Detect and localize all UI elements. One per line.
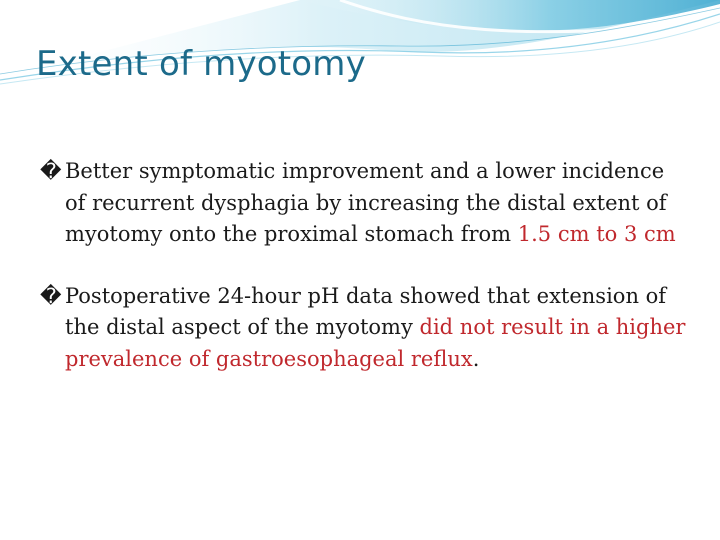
bullet-highlight: 1.5 cm to 3 cm: [517, 222, 676, 246]
bullet-item: [40, 281, 690, 376]
bullet-text: Better symptomatic improvement and a lower incidence of recurrent dysphagia by increasing the distal extent of myotomy onto the proximal stomach from: [65, 159, 667, 246]
bullet-tail: .: [472, 346, 480, 371]
bullet-item: [40, 156, 690, 251]
bullet-highlight: did not result in a higher prevalence of gastroesophageal reflux: [65, 315, 686, 371]
bullet-list: [40, 156, 690, 375]
bullet-marker-icon: �: [40, 283, 62, 308]
bullet-text: Postoperative 24-hour pH data showed that extension of the distal aspect of the myotomy: [65, 283, 667, 339]
bullet-marker-icon: �: [40, 159, 62, 183]
slide-title: Extent of myotomy: [36, 44, 366, 84]
